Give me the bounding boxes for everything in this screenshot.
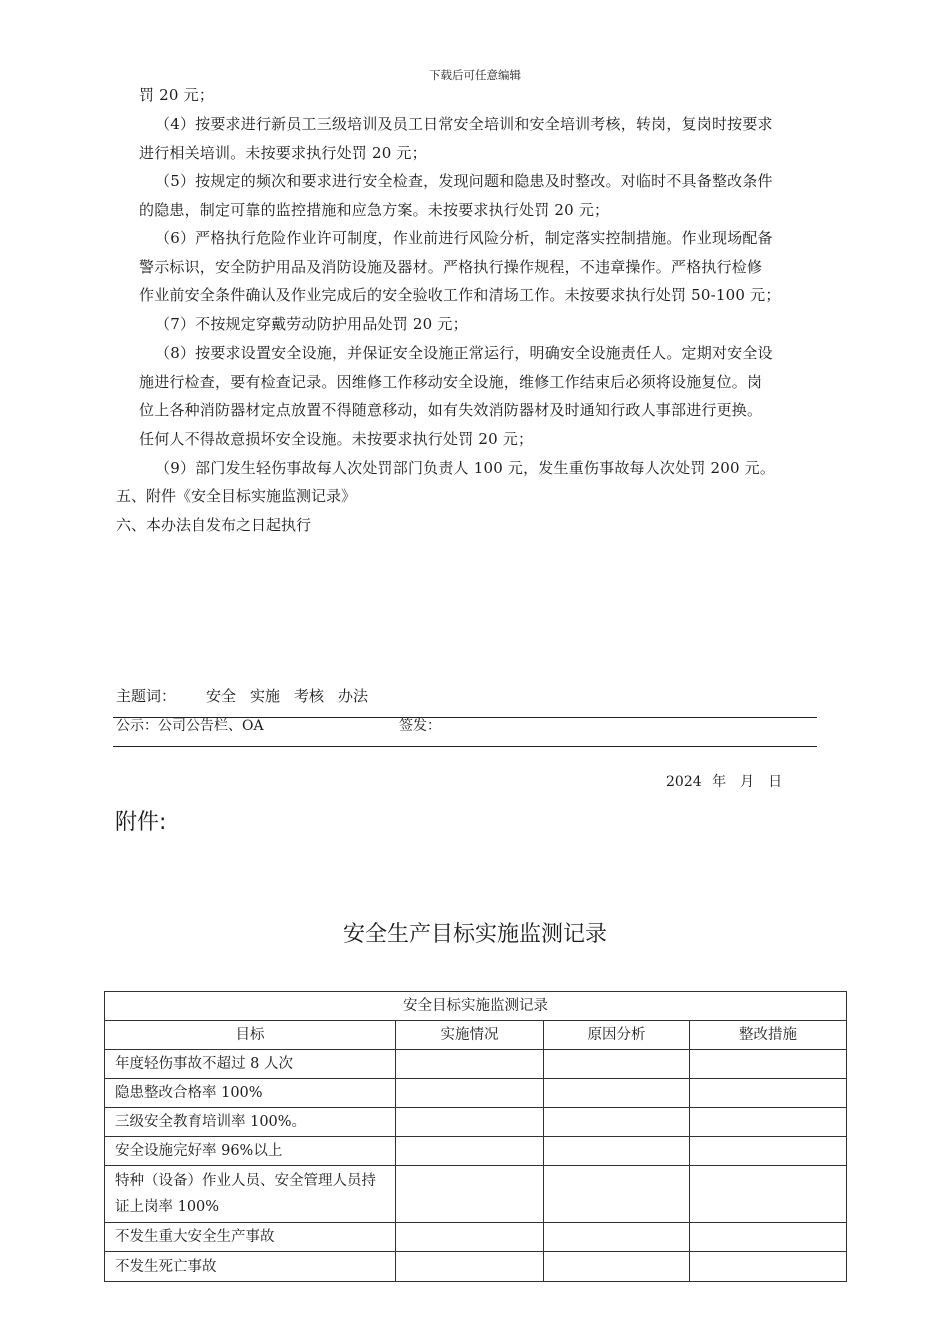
keyword: 办法 — [338, 687, 369, 705]
header-goal: 目标 — [105, 1021, 396, 1050]
keyword: 考核 — [294, 687, 325, 705]
table-row — [105, 1050, 847, 1079]
status-cell — [396, 1252, 544, 1282]
measure-cell — [690, 1108, 847, 1137]
paragraph-line: 任何人不得故意损坏安全设施。未按要求执行处罚 20 元； — [139, 430, 534, 449]
paragraph-8 — [139, 339, 839, 454]
keyword: 实施 — [250, 687, 281, 705]
paragraph-line: 位上各种消防器材定点放置不得随意移动，如有失效消防器材及时通知行政人事部进行更换。 — [139, 401, 763, 420]
paragraph-line: 警示标识，安全防护用品及消防设施及器材。严格执行操作规程，不违章操作。严格执行检修 — [139, 257, 763, 276]
table-header-row — [105, 1021, 847, 1050]
paragraph-line: （4）按要求进行新员工三级培训及员工日常安全培训和安全培训考核，转岗，复岗时按要求 — [155, 115, 773, 133]
header-measure: 整改措施 — [690, 1021, 847, 1050]
header-status: 实施情况 — [396, 1021, 544, 1050]
paragraph-line: （6）严格执行危险作业许可制度，作业前进行风险分析，制定落实控制措施。作业现场配备 — [155, 229, 773, 247]
section-six: 六、本办法自发布之日起执行 — [116, 516, 312, 534]
table-row — [105, 1223, 847, 1252]
paragraph-9 — [139, 454, 839, 483]
document-title: 安全生产目标实施监测记录 — [342, 922, 607, 947]
cause-cell — [544, 1050, 690, 1079]
paragraph-line: 施进行检查，要有检查记录。因维修工作移动安全设施，维修工作结束后必须将设施复位。岗 — [139, 372, 763, 391]
measure-cell — [690, 1252, 847, 1282]
cause-cell — [544, 1252, 690, 1282]
measure-cell — [690, 1079, 847, 1108]
paragraph-6 — [139, 224, 839, 310]
status-cell — [396, 1079, 544, 1108]
keyword: 安全 — [206, 687, 237, 705]
paragraph-line: （7）不按规定穿戴劳动防护用品处罚 20 元； — [155, 315, 468, 333]
attachment-label: 附件: — [115, 810, 167, 835]
cause-cell — [544, 1223, 690, 1252]
keywords-line — [116, 684, 382, 708]
cause-cell — [544, 1079, 690, 1108]
paragraph-line: 罚 20 元； — [139, 86, 215, 104]
table-caption: 安全目标实施监测记录 — [105, 992, 847, 1021]
goal-cell: 隐患整改合格率 100% — [105, 1079, 396, 1108]
table-row — [105, 1252, 847, 1282]
date-line: 2024 年 月 日 — [666, 774, 783, 790]
cause-cell — [544, 1166, 690, 1223]
status-cell — [396, 1137, 544, 1166]
table-row — [105, 1166, 847, 1223]
measure-cell — [690, 1050, 847, 1079]
header-note: 下载后可任意编辑 — [429, 68, 521, 82]
paragraph-line: 作业前安全条件确认及作业完成后的安全验收工作和清场工作。未按要求执行处罚 50-100 元； — [139, 286, 781, 305]
goal-cell: 不发生死亡事故 — [105, 1252, 396, 1282]
measure-cell — [690, 1137, 847, 1166]
table-row — [105, 1137, 847, 1166]
cause-cell — [544, 1137, 690, 1166]
paragraph-line: 的隐患，制定可靠的监控措施和应急方案。未按要求执行处罚 20 元； — [139, 200, 610, 219]
goal-cell: 三级安全教育培训率 100%。 — [105, 1108, 396, 1137]
divider-line — [113, 746, 817, 747]
status-cell — [396, 1108, 544, 1137]
table-row — [105, 1108, 847, 1137]
measure-cell — [690, 1223, 847, 1252]
paragraph-line: （5）按规定的频次和要求进行安全检查，发现问题和隐患及时整改。对临时不具备整改条件 — [155, 172, 773, 190]
paragraph-line: （8）按要求设置安全设施，并保证安全设施正常运行，明确安全设施责任人。定期对安全设 — [155, 344, 773, 362]
paragraph-5 — [139, 167, 839, 224]
table-caption-row — [105, 992, 847, 1021]
paragraph-line: 进行相关培训。未按要求执行处罚 20 元； — [139, 143, 427, 162]
goal-cell: 不发生重大安全生产事故 — [105, 1223, 396, 1252]
paragraph-4 — [139, 110, 839, 167]
section-five: 五、附件《安全目标实施监测记录》 — [116, 487, 357, 505]
cause-cell — [544, 1108, 690, 1137]
goal-cell: 安全设施完好率 96%以上 — [105, 1137, 396, 1166]
goal-cell: 年度轻伤事故不超过 8 人次 — [105, 1050, 396, 1079]
paragraph-3-tail — [139, 81, 839, 110]
sign-label: 签发： — [399, 718, 441, 734]
paragraph-line: （9）部门发生轻伤事故每人次处罚部门负责人 100 元，发生重伤事故每人次处罚 200 元。 — [155, 459, 776, 477]
goal-cell: 特种（设备）作业人员、安全管理人员持证上岗率 100% — [105, 1166, 396, 1223]
status-cell — [396, 1223, 544, 1252]
table-row — [105, 1079, 847, 1108]
measure-cell — [690, 1166, 847, 1223]
paragraph-7 — [139, 310, 839, 339]
monitor-table — [104, 991, 847, 1282]
header-cause: 原因分析 — [544, 1021, 690, 1050]
status-cell — [396, 1050, 544, 1079]
status-cell — [396, 1166, 544, 1223]
publish-label: 公示：公司公告栏、OA — [116, 718, 264, 734]
keywords-label: 主题词： — [116, 687, 177, 705]
